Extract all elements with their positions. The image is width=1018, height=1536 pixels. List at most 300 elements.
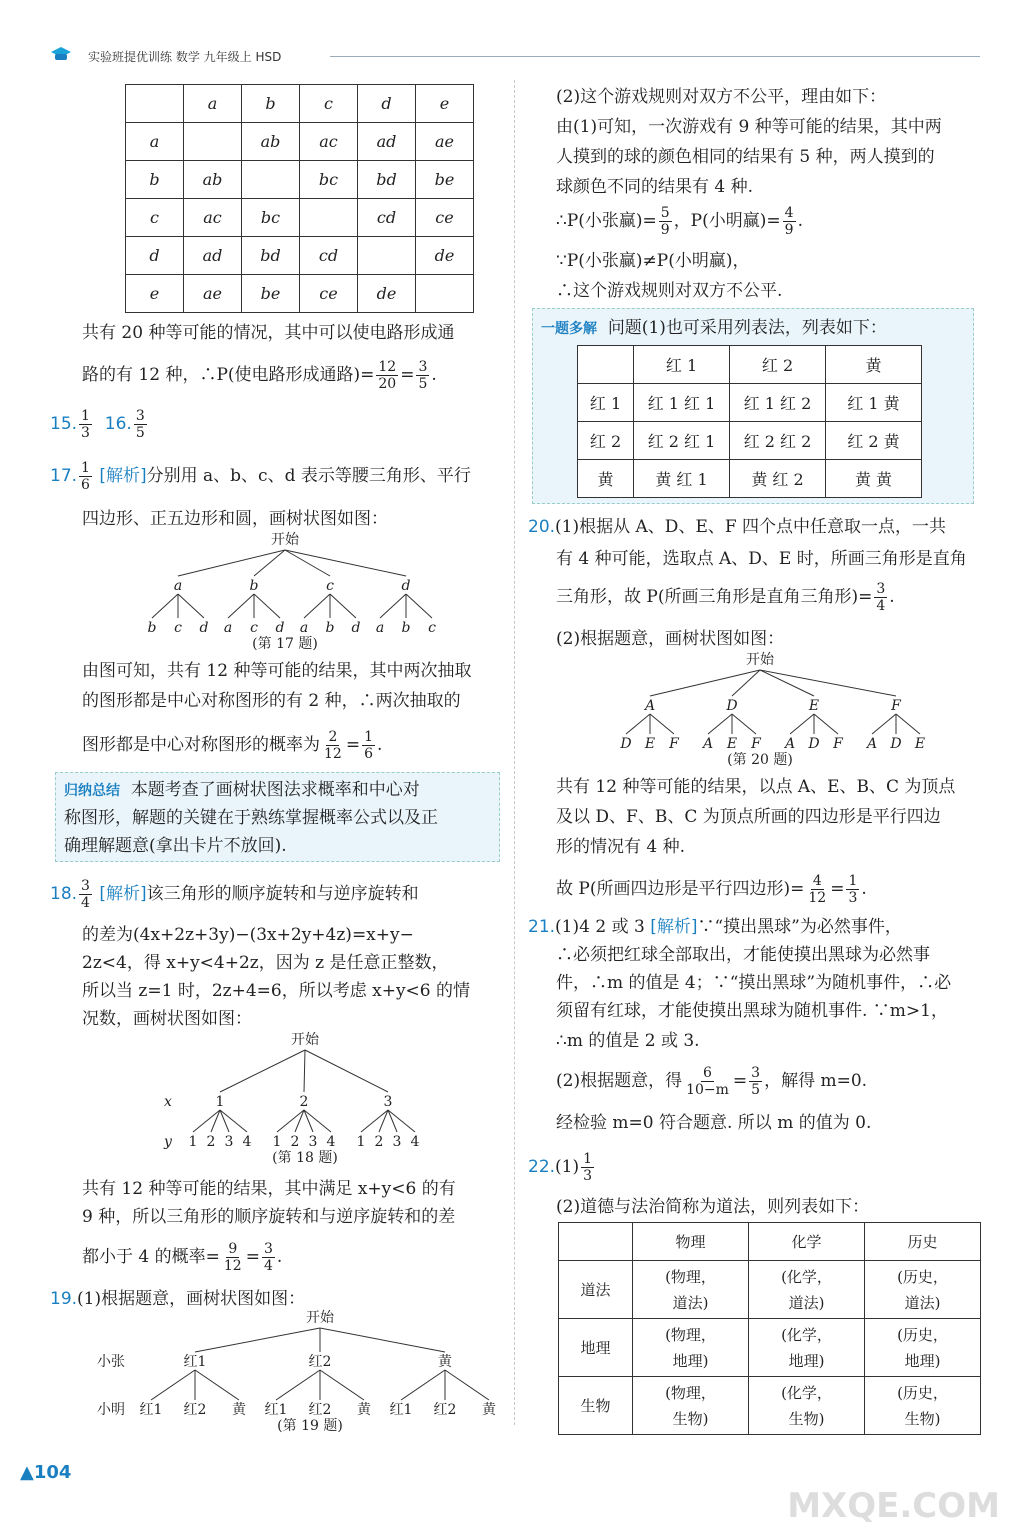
text-line: 确理解题意(拿出卡片不放回).: [64, 836, 287, 856]
tree-diagram-17: [140, 530, 440, 650]
denominator: 9: [784, 222, 794, 238]
question-number: 16.: [104, 414, 132, 434]
numerator: 3: [263, 1241, 273, 1257]
text-line: 9 种，所以三角形的顺序旋转和与逆序旋转和的差: [82, 1207, 456, 1227]
table-row: [126, 161, 474, 199]
tree-leaf: E: [914, 736, 926, 752]
table-row: [559, 1261, 981, 1319]
denominator: 10−m: [686, 1082, 729, 1098]
table-cell: ae: [184, 275, 242, 313]
table-cell: 红 2 红 1: [634, 422, 730, 460]
tree-leaf: 红1: [389, 1402, 413, 1418]
tree-row-label: 小明: [97, 1402, 125, 1418]
table-cell: a: [184, 85, 242, 123]
table-cell: 红 1 黄: [826, 384, 922, 422]
table-subjects: [558, 1222, 981, 1435]
numerator: 1: [848, 873, 858, 889]
tree-caption: (第 19 题): [277, 1418, 343, 1434]
tree-leaf: A: [866, 736, 878, 752]
header-title: 实验班提优训练 数学 九年级上 HSD: [88, 50, 282, 64]
text-span: ，解得 m=0.: [764, 1071, 868, 1091]
table-cell: 黄: [826, 346, 922, 384]
tree-row-label: 小张: [97, 1354, 125, 1370]
text-span: 路的有 12 种，∴P(使电路形成通路)=: [82, 365, 375, 385]
tree-branch: [650, 670, 760, 696]
numerator: 3: [418, 359, 428, 375]
text-line: 2z<4，得 x+y<4+2z，因为 z 是任意正整数，: [82, 953, 449, 973]
fraction: [416, 359, 429, 392]
text-line: 所以当 z=1 时，2z+4=6，所以考虑 x+y<6 的情: [82, 981, 471, 1001]
tree-caption: (第 17 题): [252, 636, 318, 652]
table-cell: e: [416, 85, 474, 123]
table-cell: 道法: [559, 1261, 633, 1319]
tree-branch: [305, 1050, 388, 1092]
fraction: [362, 729, 375, 762]
table-cell: (物理， 地理): [633, 1319, 749, 1377]
table-row: [578, 422, 922, 460]
table-cell: (历史， 地理): [865, 1319, 981, 1377]
tree-node: F: [891, 698, 901, 714]
tree-branch: [276, 1370, 320, 1400]
tree-leaf: E: [726, 736, 738, 752]
tree-leaf: 4: [326, 1134, 336, 1150]
text-line: 称图形，解题的关键在于熟练掌握概率公式以及正: [64, 808, 438, 828]
text-span: (1)根据从 A、D、E、F 四个点中任意取一点，一共: [555, 517, 947, 537]
tree-branch: [732, 714, 756, 734]
text-span: 分别用 a、b、c、d 表示等腰三角形、平行: [146, 466, 471, 486]
tree-leaf: d: [351, 620, 361, 636]
tree-branch: [445, 1370, 489, 1400]
table-cell: c: [300, 85, 358, 123]
tree-root: 开始: [306, 1310, 334, 1326]
tree-leaf: 红1: [264, 1402, 288, 1418]
tree-root: 开始: [271, 532, 299, 548]
denominator: 4: [263, 1258, 273, 1274]
table-cell: ae: [416, 123, 474, 161]
tree-node: c: [326, 578, 334, 594]
tree-leaf: F: [751, 736, 761, 752]
denominator: 5: [135, 425, 145, 441]
table-cell: 黄: [578, 460, 634, 498]
numerator: 1: [364, 729, 373, 745]
page-number: [20, 1462, 71, 1483]
fraction: [846, 873, 859, 906]
page-number-text: 104: [33, 1462, 72, 1483]
fraction: [79, 878, 92, 911]
text-line: 球颜色不同的结果有 4 种.: [556, 177, 754, 197]
text-span: 本题考查了画树状图法求概率和中心对: [130, 780, 420, 800]
denominator: 4: [876, 598, 886, 614]
text-line: ∴必须把红球全部取出，才能使摸出黑球为必然事: [556, 945, 930, 965]
table-cell: 红 1: [578, 384, 634, 422]
text-line: (2)这个游戏规则对双方不公平，理由如下：: [556, 87, 887, 107]
q20-line1: [528, 516, 946, 538]
tree-leaf: 3: [224, 1134, 234, 1150]
table-row: [578, 460, 922, 498]
tree-leaf: F: [669, 736, 679, 752]
question-number: 22.: [528, 1157, 556, 1177]
text-span: 三角形，故 P(所画三角形是直角三角形)=: [556, 587, 873, 607]
question-number: 20.: [528, 517, 556, 537]
tree-branch: [760, 670, 814, 696]
header-rule: [330, 56, 980, 57]
answer-15-16: [50, 406, 149, 442]
table-cell: 红 1: [634, 346, 730, 384]
table-cell: b: [126, 161, 184, 199]
text-line: 由图可知，共有 12 种等可能的结果，其中两次抽取: [82, 661, 472, 681]
denominator: 12: [808, 890, 827, 906]
denominator: 6: [81, 477, 90, 493]
text-span: ∴P(小张赢)=: [556, 211, 657, 231]
table-cell: ad: [358, 123, 416, 161]
denominator: 12: [324, 746, 342, 762]
fraction: [79, 408, 92, 441]
table-cell: (物理， 生物): [633, 1377, 749, 1435]
table-cell: 地理: [559, 1319, 633, 1377]
analysis-tag: [解析]: [650, 917, 698, 937]
q19-line1: [50, 1288, 305, 1310]
numerator: 4: [812, 873, 822, 889]
tree-node: 3: [383, 1094, 393, 1110]
tree-branch: [790, 714, 814, 734]
text-line: 及以 D、F、B、C 为顶点所画的四边形是平行四边: [556, 807, 941, 827]
tree-branch: [304, 594, 330, 618]
text-span: (1)根据题意，画树状图如图：: [77, 1289, 306, 1309]
arrow-icon: ▲: [20, 1462, 34, 1483]
table-cell: be: [416, 161, 474, 199]
table-row: [559, 1319, 981, 1377]
tree-branch: [285, 550, 406, 576]
tree-branch: [151, 1370, 195, 1400]
tree-branch: [220, 1050, 305, 1092]
q22-line1: [528, 1150, 596, 1184]
numerator: 3: [81, 878, 90, 894]
question-number: 19.: [50, 1289, 78, 1309]
numerator: 3: [135, 408, 145, 424]
table-cell: 黄 黄: [826, 460, 922, 498]
table-cell: (物理， 道法): [633, 1261, 749, 1319]
denominator: 5: [418, 376, 428, 392]
tree-leaf: a: [375, 620, 385, 636]
denominator: 9: [660, 222, 670, 238]
table-cell: ad: [184, 237, 242, 275]
tree-branch: [380, 594, 406, 618]
table-cell: bd: [242, 237, 300, 275]
text-span: 该三角形的顺序旋转和与逆序旋转和: [146, 884, 419, 904]
table-cell: 历史: [865, 1223, 981, 1261]
summary-box: [55, 772, 500, 862]
denominator: 5: [751, 1082, 761, 1098]
text-line: 路的有 12 种，∴P(使电路形成通路)= $\frac{12}{20}$ = $\frac{3}{5}$ .: [82, 359, 437, 392]
fraction: [222, 1241, 244, 1274]
tree-node: b: [249, 578, 259, 594]
denominator: 6: [364, 746, 373, 762]
denominator: 4: [81, 895, 90, 911]
question-number: 15.: [50, 414, 78, 434]
table-cell: cd: [300, 237, 358, 275]
tree-leaf: 1: [356, 1134, 366, 1150]
text-span: 故 P(所画四边形是平行四边形)=: [556, 879, 805, 899]
tree-caption: (第 20 题): [727, 752, 793, 768]
tree-leaf: E: [644, 736, 656, 752]
tree-caption: (第 18 题): [272, 1150, 338, 1166]
text-span: (2)根据题意，得: [556, 1071, 683, 1091]
tree-leaf: 2: [290, 1134, 300, 1150]
table-cell: (历史， 道法): [865, 1261, 981, 1319]
fraction: [806, 873, 828, 906]
text-line: 人摸到的球的颜色相同的结果有 5 种，两人摸到的: [556, 147, 935, 167]
question-number: 21.: [528, 917, 556, 937]
numerator: 3: [751, 1065, 761, 1081]
tree-branch: [708, 714, 732, 734]
text-line: [64, 779, 420, 802]
table-row: [126, 199, 474, 237]
tree-node: A: [644, 698, 656, 714]
table-cell: (化学， 地理): [749, 1319, 865, 1377]
tree-diagram-19: [95, 1308, 495, 1440]
text-line: 有 4 种可能，选取点 A、D、E 时，所画三角形是直角: [556, 549, 967, 569]
watermark: MXQE.COM: [787, 1486, 1000, 1526]
text-span: (1): [555, 1157, 580, 1177]
tree-branch: [896, 714, 920, 734]
table-cell: cd: [358, 199, 416, 237]
tree-branch: [320, 1370, 364, 1400]
tree-leaf: 3: [392, 1134, 402, 1150]
table-cell: a: [126, 123, 184, 161]
table-cell: [559, 1223, 633, 1261]
fraction: [749, 1065, 762, 1098]
text-line: [541, 317, 887, 340]
table-cell: [184, 123, 242, 161]
tree-branch: [814, 714, 838, 734]
table-cell: 生物: [559, 1377, 633, 1435]
numerator: 12: [378, 359, 397, 375]
text-span: 图形都是中心对称图形的概率为: [82, 735, 320, 755]
table-cell: ab: [184, 161, 242, 199]
tree-leaf: A: [784, 736, 796, 752]
table-row: [126, 85, 474, 123]
tree-node: 红1: [183, 1354, 207, 1370]
table-cell: [578, 346, 634, 384]
text-line: (2)道德与法治简称为道法，则列表如下：: [556, 1197, 870, 1217]
table-row: [578, 346, 922, 384]
tree-root: 开始: [291, 1032, 319, 1048]
table-cell: d: [126, 237, 184, 275]
tree-leaf: a: [223, 620, 233, 636]
tree-branch: [320, 1328, 445, 1352]
text-span: (1)4 2 或 3: [555, 917, 645, 937]
tree-leaf: A: [702, 736, 714, 752]
fraction: [783, 205, 796, 238]
table-cell: be: [242, 275, 300, 313]
table-cell: de: [416, 237, 474, 275]
text-line: 四边形、正五边形和圆，画树状图如图：: [82, 509, 388, 529]
table-cell: e: [126, 275, 184, 313]
text-line: ∴m 的值是 2 或 3.: [556, 1031, 700, 1051]
numerator: 9: [228, 1241, 238, 1257]
table-cell: 红 2 红 2: [730, 422, 826, 460]
tree-node: D: [726, 698, 738, 714]
table-cell: bc: [242, 199, 300, 237]
text-line: 共有 20 种等可能的情况，其中可以使电路形成通: [82, 323, 455, 343]
tree-leaf: d: [275, 620, 285, 636]
text-line: 须留有红球，才能使摸出黑球为随机事件. ∵m>1，: [556, 1001, 948, 1021]
table-row: [578, 384, 922, 422]
text-line: 况数，画树状图如图：: [82, 1009, 252, 1029]
text-line: 形的情况有 4 种.: [556, 837, 686, 857]
tree-leaf: 红2: [183, 1402, 207, 1418]
text-line: 三角形，故 P(所画三角形是直角三角形)= $\frac{3}{4}$ .: [556, 581, 895, 614]
table-cell: b: [242, 85, 300, 123]
numerator: 2: [328, 729, 338, 745]
denominator: 12: [223, 1258, 242, 1274]
tree-leaf: D: [620, 736, 632, 752]
q18-line1: [50, 876, 419, 912]
tree-leaf: 2: [206, 1134, 216, 1150]
table-cell: (历史， 生物): [865, 1377, 981, 1435]
tree-branch: [650, 714, 674, 734]
table-cell: c: [126, 199, 184, 237]
tree-branch: [195, 1370, 239, 1400]
tree-root: 开始: [746, 652, 774, 668]
table-cell: ce: [300, 275, 358, 313]
tree-row-label: y: [164, 1134, 172, 1150]
table-cell: 红 1 红 2: [730, 384, 826, 422]
tree-diagram-18: [150, 1030, 450, 1170]
tree-leaf: D: [808, 736, 820, 752]
tree-node: 红2: [308, 1354, 332, 1370]
table-row: [126, 237, 474, 275]
tree-leaf: c: [174, 620, 182, 636]
tree-leaf: c: [250, 620, 258, 636]
table-cell: ce: [416, 199, 474, 237]
numerator: 1: [583, 1151, 593, 1167]
column-divider: [514, 80, 515, 1425]
table-cell: de: [358, 275, 416, 313]
table-cell: 红 2: [730, 346, 826, 384]
text-line: ∴P(小张赢)= $\frac{5}{9}$ ，P(小明赢)= $\frac{4}{9}$ .: [556, 205, 803, 238]
tree-leaf: 红2: [308, 1402, 332, 1418]
table-row: [126, 123, 474, 161]
tree-node: 黄: [438, 1354, 452, 1370]
tree-leaf: 1: [272, 1134, 282, 1150]
table-cell: 黄 红 2: [730, 460, 826, 498]
tree-node: d: [401, 578, 411, 594]
tree-leaf: D: [890, 736, 902, 752]
tree-leaf: 4: [242, 1134, 252, 1150]
table-balls: [577, 345, 922, 498]
analysis-tag: [解析]: [99, 884, 147, 904]
tree-node: E: [808, 698, 820, 714]
table-row: [126, 275, 474, 313]
tree-branch: [330, 594, 356, 618]
question-number: 17.: [50, 466, 78, 486]
tree-branch: [732, 670, 760, 696]
tree-branch: [626, 714, 650, 734]
tree-branch: [406, 594, 432, 618]
tree-node: a: [173, 578, 183, 594]
table-cell: bc: [300, 161, 358, 199]
text-line: 图形都是中心对称图形的概率为 $\frac{2}{12}$ = $\frac{1}{6}$ .: [82, 729, 383, 762]
tree-leaf: 红2: [433, 1402, 457, 1418]
tree-node: 2: [299, 1094, 309, 1110]
table-cell: (化学， 生物): [749, 1377, 865, 1435]
tree-leaf: d: [199, 620, 209, 636]
denominator: 3: [81, 425, 90, 441]
tree-diagram-20: [610, 650, 926, 770]
tree-leaf: 4: [410, 1134, 420, 1150]
table-cell: 物理: [633, 1223, 749, 1261]
table-cell: ab: [242, 123, 300, 161]
table-cell: ac: [300, 123, 358, 161]
table-cell: [416, 275, 474, 313]
tree-leaf: 黄: [232, 1402, 246, 1418]
tree-leaf: 黄: [357, 1402, 371, 1418]
table-cell: 红 1 红 1: [634, 384, 730, 422]
tree-leaf: 黄: [482, 1402, 496, 1418]
fraction: [874, 581, 887, 614]
summary-label: 归纳总结: [64, 783, 120, 799]
text-line: 经检验 m=0 符合题意. 所以 m 的值为 0.: [556, 1113, 872, 1133]
fraction: [134, 408, 147, 441]
tree-branch: [760, 670, 896, 696]
tree-branch: [872, 714, 896, 734]
text-line: ∵P(小张赢)≠P(小明赢)，: [556, 251, 750, 271]
table-cell: 红 2 黄: [826, 422, 922, 460]
table-cell: d: [358, 85, 416, 123]
q21-line1: [528, 916, 902, 938]
tree-leaf: 3: [308, 1134, 318, 1150]
fraction: [659, 205, 672, 238]
text-span: ，P(小明赢)=: [673, 211, 781, 231]
table-cell: 黄 红 1: [634, 460, 730, 498]
table-cell: 化学: [749, 1223, 865, 1261]
tree-leaf: F: [833, 736, 843, 752]
table-cell: ac: [184, 199, 242, 237]
tree-leaf: 2: [374, 1134, 384, 1150]
text-line: 故 P(所画四边形是平行四边形)= $\frac{4}{12}$ = $\frac{1}{3}$ .: [556, 873, 867, 906]
tree-leaf: 红1: [139, 1402, 163, 1418]
tree-branch: [254, 594, 280, 618]
text-span: 问题(1)也可采用列表法，列表如下：: [607, 318, 887, 338]
table-cell: [242, 161, 300, 199]
tree-row-label: x: [164, 1094, 172, 1110]
tree-leaf: a: [299, 620, 309, 636]
text-line: ∴这个游戏规则对双方不公平.: [556, 281, 783, 301]
text-span: ∵“摸出黑球”为必然事件，: [697, 917, 902, 937]
denominator: 3: [583, 1168, 593, 1184]
tree-branch: [285, 550, 330, 576]
tree-node: 1: [215, 1094, 225, 1110]
text-span: 都小于 4 的概率=: [82, 1247, 220, 1267]
q17-line1: [50, 458, 471, 494]
tree-branch: [152, 594, 178, 618]
fraction: [322, 729, 344, 762]
graduation-cap-icon: [50, 46, 72, 64]
text-line: 由(1)可知，一次游戏有 9 种等可能的结果，其中两: [556, 117, 942, 137]
alt-label: 一题多解: [541, 321, 597, 337]
tree-branch: [228, 594, 254, 618]
fraction: [581, 1151, 594, 1184]
text-line: 的差为(4x+2z+3y)−(3x+2y+4z)=x+y−: [82, 925, 414, 945]
table-cell: [126, 85, 184, 123]
table-circuit: [125, 84, 474, 313]
tree-leaf: b: [325, 620, 335, 636]
text-line: 都小于 4 的概率= $\frac{9}{12}$ = $\frac{3}{4}$ .: [82, 1241, 283, 1274]
table-row: [559, 1223, 981, 1261]
tree-branch: [304, 1050, 305, 1092]
table-cell: [358, 237, 416, 275]
